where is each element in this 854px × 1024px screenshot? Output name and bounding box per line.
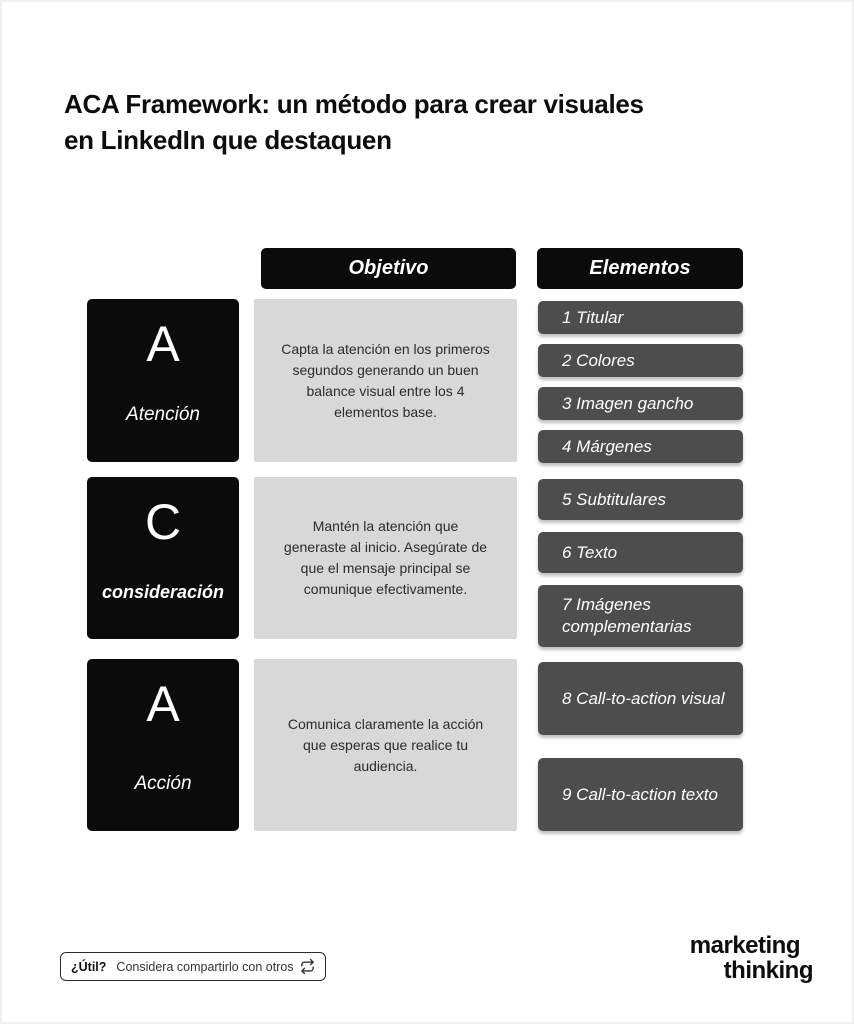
elemento-pill: 2 Colores [538,344,743,377]
column-header-objetivo-label: Objetivo [348,257,429,279]
objetivo-text-atencion: Capta la atención en los primeros segundos generando un buen balance visual entre los 4 elementos base. [281,340,490,420]
elemento-pill: 9 Call-to-action texto [538,758,743,831]
elemento-pill: 3 Imagen gancho [538,387,743,420]
share-prompt-badge [60,952,326,981]
letter-box-accion [87,659,239,831]
page-title-line2: en LinkedIn que destaquen [64,125,392,155]
objetivo-box-consideracion [254,477,517,639]
share-prompt-bold: ¿Útil? [71,959,107,974]
elementos-stack-consideracion [538,479,743,647]
letter-c-consideracion: C [144,494,182,550]
elemento-pill: 6 Texto [538,532,743,573]
label-atencion: Atención [126,404,200,425]
brand-logo-line2: thinking [723,957,813,984]
letter-box-consideracion [87,477,239,639]
column-header-elementos-label: Elementos [589,257,691,279]
objetivo-text-consideracion: Mantén la atención que generaste al inicio. Asegúrate de que el mensaje principal se comunique efectivamente. [283,518,488,597]
elemento-pill: 8 Call-to-action visual [538,662,743,735]
elemento-pill: 4 Márgenes [538,430,743,463]
letter-a-atencion: A [146,316,180,372]
objetivo-box-accion [254,659,517,831]
elemento-pill: 5 Subtitulares [538,479,743,520]
brand-logo [690,933,813,983]
letter-a-accion: A [146,676,180,732]
column-header-objetivo [261,248,516,289]
repost-icon [300,959,315,974]
page-title [64,86,644,158]
elemento-pill: 7 Imágenes complementarias [538,585,743,647]
share-prompt-text: Considera compartirlo con otros [116,959,294,974]
elementos-stack-accion [538,662,743,831]
objetivo-box-atencion [254,299,517,462]
column-header-elementos [537,248,743,289]
page-title-line1: ACA Framework: un método para crear visuales [64,89,644,119]
elementos-stack-atencion [538,301,743,463]
label-consideracion: consideración [101,582,225,602]
objetivo-text-accion: Comunica claramente la acción que esperas que realice tu audiencia. [287,715,484,774]
brand-logo-line1: marketing [689,932,800,959]
letter-box-atencion [87,299,239,462]
elemento-pill: 1 Titular [538,301,743,334]
label-accion: Acción [134,773,192,794]
